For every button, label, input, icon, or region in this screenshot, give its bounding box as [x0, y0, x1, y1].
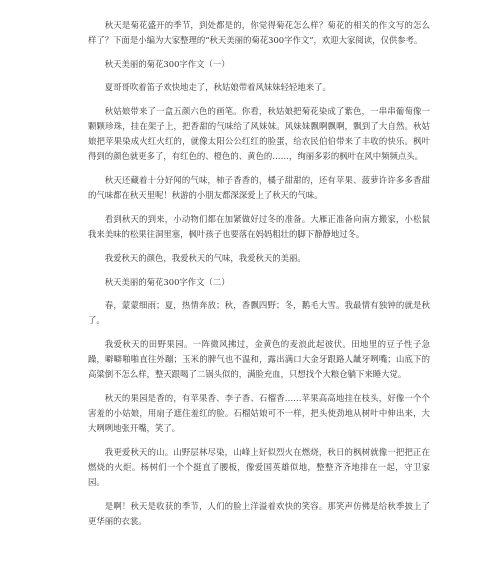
body-paragraph: 是啊！秋天是收获的季节，人们的脸上洋溢着欢快的笑容。那笑声仿佛是给秋季披上了更华丽的衣裳。 — [88, 501, 430, 526]
body-paragraph: 我爱秋天的颜色，我爱秋天的气味，我爱秋天的美丽。 — [104, 253, 306, 263]
body-paragraph: 夏哥哥吹着笛子欢快地走了，秋姑娘带着风妹妹轻轻地来了。 — [104, 82, 331, 92]
body-paragraph: 我爱秋天的田野果园。一阵微风拂过，金黄色的麦浪此起彼伏。田地里的豆子性子急躁，噼噼啪啪直往外蹦；玉米的脾气也不温和，露出满口大金牙跟路人龇牙咧嘴；山底下的高粱倒不怎么样，整天跟喝了二锅头似的，满脸充血，只想找个大粮仓躺下来睡大觉。 — [88, 339, 430, 379]
body-paragraph: 秋姑娘带来了一盒五颜六色的画笔。你看，秋姑娘把菊花染成了紫色，一串串葡萄像一颗颗珍珠，挂在架子上，把香甜的气味给了风妹妹。风妹妹飘啊飘啊，飘到了大自然。秋姑娘把苹果染成火红火红的，就像太阳公公红红的脸蛋，给农民伯伯带来了丰收的快乐。枫叶得到的颜色就更多了，有红色的、橙色的、黄色的……，绚丽多彩的枫叶在风中频频点头。 — [88, 106, 430, 161]
section-heading-2: 秋天美丽的菊花300字作文（二） — [104, 277, 230, 287]
body-paragraph: 看到秋天的到来，小动物们都在加紧做好过冬的准备。大雁正准备向南方搬家，小松鼠我来美味的松果往洞里塞，枫叶孩子也要落在妈妈粗壮的脚下静静地过冬。 — [88, 214, 430, 239]
body-paragraph: 秋天还藏着十分好闻的气味，柿子香香的，橘子甜甜的，还有苹果、菠萝许许多多香甜的气味都在秋天里呢！秋游的小朋友都深深爱上了秋天的气味。 — [88, 175, 430, 200]
section-heading-1: 秋天美丽的菊花300字作文（一） — [104, 59, 230, 69]
intro-paragraph: 秋天是菊花盛开的季节，到处都是的，你觉得菊花怎么样？菊花的相关的作文写的怎么样了？下面是小编为大家整理的“秋天美丽的菊花300字作文”，欢迎大家阅读，仅供参考。 — [88, 20, 430, 45]
body-paragraph: 秋天的果园是香的，有苹果香、李子香、石榴香……苹果高高地挂在枝头，好像一个个害羞的小姑娘，用扇子遮住羞红的脸。石榴姑娘可不一样，把头使劲地从树叶中伸出来，大大咧咧地张开嘴，笑了。 — [88, 393, 430, 433]
body-paragraph: 春，蒙蒙细雨；夏，热情奔放；秋，香飘四野；冬，鹅毛大雪。我最情有独钟的就是秋了。 — [88, 300, 430, 325]
body-paragraph: 我更爱秋天的山。山野层林尽染，山峰上好似烈火在燃烧，秋日的枫树就像一把把正在燃烧的火炬。杨树们一个个挺直了腰板，像爱国英雄似地，整整齐齐地排在一起，守卫家园。 — [88, 447, 430, 487]
